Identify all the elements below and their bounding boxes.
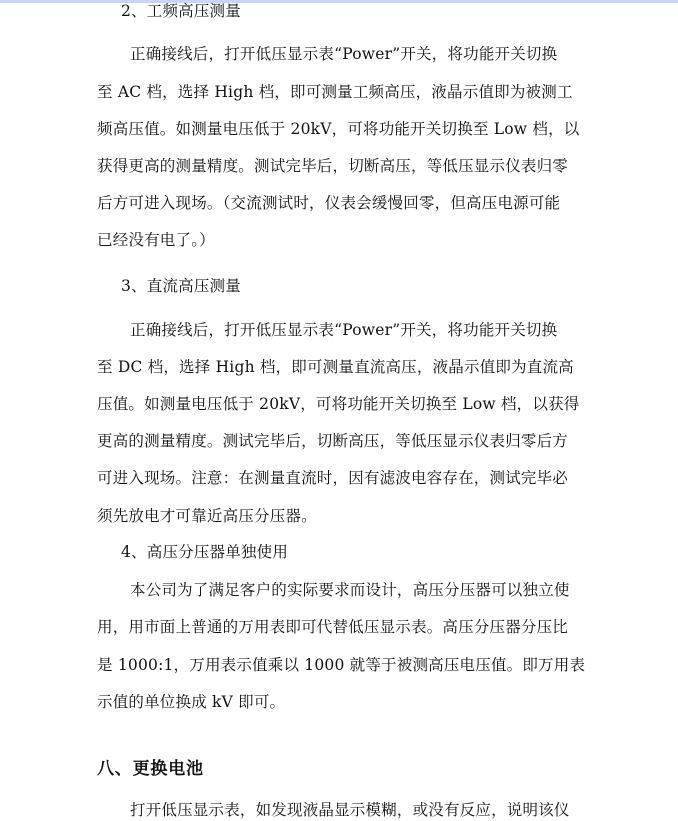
section-4-line-3: 是 1000:1，万用表示值乘以 1000 就等于被测高压电压值。即万用表 (97, 656, 586, 674)
section-3-line-4: 更高的测量精度。测试完毕后，切断高压，等低压显示仪表归零后方 (97, 432, 569, 450)
section-4-line-2: 用，用市面上普通的万用表即可代替低压显示表。高压分压器分压比 (97, 618, 569, 636)
section-2-heading: 2、工频高压测量 (121, 2, 241, 20)
section-2-line-6: 已经没有电了。） (97, 231, 215, 249)
section-8-line-1: 打开低压显示表，如发现液晶显示模糊，或没有反应，说明该仪 (130, 801, 570, 819)
section-4-heading: 4、高压分压器单独使用 (121, 543, 289, 561)
section-4-line-4: 示值的单位换成 kV 即可。 (97, 693, 286, 711)
section-3-line-2: 至 DC 档，选择 High 档，即可测量直流高压，液晶示值即为直流高 (97, 358, 574, 376)
section-3-line-6: 须先放电才可靠近高压分压器。 (97, 507, 317, 525)
section-2-line-5: 后方可进入现场。（交流测试时，仪表会缓慢回零，但高压电源可能 (97, 194, 561, 212)
section-2-line-4: 获得更高的测量精度。测试完毕后，切断高压，等低压显示仪表归零 (97, 157, 569, 175)
section-8-heading: 八、更换电池 (97, 759, 204, 779)
section-3-line-1: 正确接线后，打开低压显示表“Power”开关，将功能开关切换 (130, 321, 558, 339)
section-2-line-3: 频高压值。如测量电压低于 20kV，可将功能开关切换至 Low 档，以 (97, 120, 580, 138)
section-4-line-1: 本公司为了满足客户的实际要求而设计，高压分压器可以独立使 (130, 581, 570, 599)
section-2-line-2: 至 AC 档，选择 High 档，即可测量工频高压，液晶示值即为被测工 (97, 83, 573, 101)
section-3-line-5: 可进入现场。注意：在测量直流时，因有滤波电容存在，测试完毕必 (97, 469, 569, 487)
section-3-line-3: 压值。如测量电压低于 20kV，可将功能开关切换至 Low 档，以获得 (97, 395, 580, 413)
section-3-heading: 3、直流高压测量 (121, 277, 241, 295)
section-2-line-1: 正确接线后，打开低压显示表“Power”开关，将功能开关切换 (130, 45, 558, 63)
